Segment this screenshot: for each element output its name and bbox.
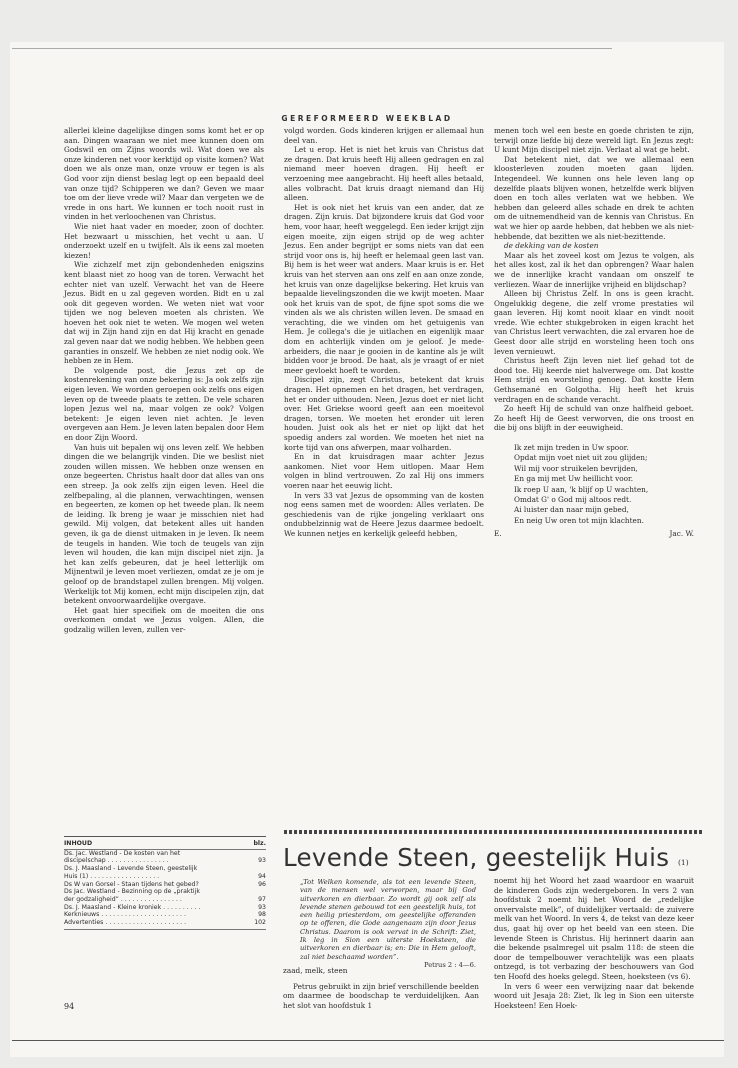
signature: [494, 529, 694, 539]
quote-text: „Tot Welken komende, als tot een levende Steen, van de mensen wel verworpen, maar bij God uitverkoren en dierbaar. Zo wordt gij ook zelf als levende stenen gebouwd tot een geestelijk huis, tot een heilig priesterdom, om geestelijke offeranden op te offeren, die Gode aangenaam zijn door Jezus Christus. Daarom is ook vervat in de Schrift: Ziet, Ik leg in Sion een uiterste Hoeksteen, die uitverkoren en dierbaar is; en: Die in Hem gelooft, zal niet beschaamd worden”.: [300, 878, 476, 961]
toc-page: 94: [258, 872, 266, 880]
column-2: [284, 126, 484, 539]
bottom-rule: [12, 1040, 724, 1041]
toc-page: 93: [258, 903, 266, 911]
toc-entry: Huis (1): [64, 872, 89, 880]
running-header: GEREFORMEERD WEEKBLAD: [281, 114, 453, 123]
article-column-2: [494, 876, 694, 1010]
quote-reference: Petrus 2 : 4—6.: [424, 960, 476, 969]
toc-entry: Ds. J. Maasland - Levende Steen, geestelijk: [64, 865, 198, 873]
toc-entry: Ds Jac. Westland - Bezinning op de „praktijk: [64, 888, 200, 896]
toc-entry: Kerknieuws: [64, 911, 100, 919]
poem: [514, 443, 694, 526]
toc-page: 96: [258, 880, 266, 888]
paragraph: noemt hij het Woord het zaad waardoor en waaruit de kinderen Gods zijn wedergeboren. In vers 2 van hoofdstuk 2 noemt hij het Woord de „redelijke onvervalste melk”, of duidelijker vertaald: de zuivere melk van het Woord. In vers 4, de tekst van deze keer dus, gaat hij over op het beeld van een steen. Die levende Steen is Christus. Hij herinnert daarin aan die bekende psalmregel uit psalm 118: de steen die door de tempelbouwer verachtelijk was een plaats ontzegd, is tot verbazing der beschouwers van God ten Hoofd des hoeks gelegd. Steen, hoeksteen (vs 6).: [494, 876, 694, 981]
poem-line: En neig Uw oren tot mijn klachten.: [514, 515, 644, 525]
paragraph: En in dat kruisdragen maar achter Jezus aankomen. Niet voor Hem uitlopen. Maar Hem volgen in blind vertrouwen. Zo zal Hij ons immers voeren naar het eeuwig licht.: [284, 452, 484, 490]
subheading: zaad, melk, steen: [283, 966, 348, 975]
article-title: Levende Steen, geestelijk Huis: [283, 843, 670, 872]
paragraph: Christus heeft Zijn leven niet lief gehad tot de dood toe. Hij keerde niet halverwege om. Dat kostte Hem strijd en worsteling genoeg. Dat kostte Hem Gethsemané en Golgotha. Hij heeft het kruis verdragen en de schande veracht.: [494, 356, 694, 404]
toc-row[interactable]: [64, 881, 266, 889]
toc-row[interactable]: Huis (1) . . . . . . . . . . . . . . . . . . 94: [64, 872, 266, 880]
toc-row[interactable]: [64, 865, 266, 873]
toc-entry: Ds. Jac. Westland - De kosten van het: [64, 849, 181, 857]
paragraph: Zo heeft Hij de schuld van onze halfheid geboet. Zo heeft Hij de Geest verworven, die ons troost en die bij ons blijft in der eeuwigheid.: [494, 404, 694, 433]
paragraph: Maar als het zoveel kost om Jezus te volgen, als het alles kost, zal ik het dan opbrengen? Waar halen we de innerlijke kracht vandaan om onszelf te verliezen. Waar de innerlijke vrijheid en blijdschap?: [494, 250, 694, 289]
toc-row[interactable]: [64, 850, 266, 858]
toc-row[interactable]: Kerknieuws . . . . . . . . . . . . . . . . . . . . . . 98: [64, 911, 266, 919]
paragraph: volgd worden. Gods kinderen krijgen er allemaal hun deel van.: [284, 126, 484, 145]
toc-entry: der godzaligheid”: [64, 895, 119, 903]
column-3: [494, 126, 694, 539]
toc-header: [64, 837, 266, 850]
poem-line: Ik zet mijn treden in Uw spoor.: [514, 443, 629, 452]
toc-row[interactable]: der godzaligheid” . . . . . . . . . . . . . . . . 97: [64, 895, 266, 903]
toc-entry: Advertenties: [64, 919, 104, 927]
toc-title: INHOUD: [64, 840, 93, 847]
toc-page: 97: [258, 895, 266, 903]
paragraph: Dat betekent niet, dat we we allemaal een kloosterleven zouden moeten gaan lijden. Integendeel. We kunnen ons hele leven lang op dezelfde plaats blijven wonen, hetzelfde werk blijven doen en toch alles verlaten wat we hebben. We hebben dan geleerd alles schade en drek te achten om de uitnemendheid van de kennis van Christus. En wat we hier op aarde hebben, dat hebben we als niet-hebbende, dat bezitten we als niet-bezittende.: [494, 154, 694, 241]
toc-row[interactable]: Ds. J. Maasland - Kleine kroniek . . . . . . . . . . 93: [64, 903, 266, 911]
toc-row[interactable]: Advertenties . . . . . . . . . . . . . . . . . . . . . 102: [64, 919, 266, 927]
paragraph: Alleen bij Christus Zelf. In ons is geen kracht. Ongelukkig degene, die zelf vrome prestaties wil gaan leveren. Hij komt nooit klaar en vindt nooit vrede. Wie echter stukgebroken in eigen kracht het van Christus leert verwachten, die zal ervaren hoe de Geest door alle strijd en worsteling heen toch ons leven vernieuwt.: [494, 289, 694, 356]
epigraph-quote: [300, 878, 476, 969]
top-rule: [12, 48, 612, 49]
toc-rule: [64, 929, 266, 930]
paragraph: Wie niet haat vader en moeder, zoon of dochter. Het bezwaart u misschien, het vecht u aan. U onderzoekt uzelf en u twijfelt. Als ik eens zal moeten kiezen!: [64, 221, 264, 260]
poem-line: En ga mij met Uw heillicht voor.: [514, 474, 634, 484]
paragraph: Van huis uit bepalen wij ons leven zelf. We hebben dingen die we belangrijk vinden. Die we beslist niet zouden willen missen. We hebben onze wensen en onze begeerten. Christus haalt door dat alles van ons een streep. Ja ook zelfs zijn eigen leven. Heel die zelfbepaling, al die plannen, verwachtingen, wensen en begeerten, ze komen op het tweede plan. Ik neem de leiding. Ik breng je waar je misschien niet had gewild. Mij volgen, dat betekent alles uit handen geven, ik ga de dienst uitmaken in je leven. Ik neem de teugels in handen. Wie toch de teugels van zijn leven wil houden, die kan mijn discipel niet zijn. Ja het kan zelfs gebeuren, dat je heel letterlijk om Mijnentwil je leven moet verliezen, omdat ze je om je geloof op de brandstapel zullen brengen. Mij volgen. Werkelijk tot Mij komen, echt mijn discipelen zijn, dat betekent onvoorwaardelijke overgave.: [64, 442, 264, 606]
toc-page: 102: [254, 919, 266, 927]
poem-line: Omdat G' o God mij altoos redt.: [514, 495, 632, 505]
paragraph: Petrus gebruikt in zijn brief verschillende beelden om daarmee de boodschap te verduidelijken. Aan het slot van hoofdstuk 1: [283, 981, 479, 1010]
section-heading: de dekking van de kosten: [504, 241, 599, 251]
toc-row[interactable]: [64, 888, 266, 896]
column-1: [64, 126, 264, 634]
article-divider: [284, 830, 702, 834]
table-of-contents: [64, 836, 266, 930]
poem-line: Ik roep U aan, 'k blijf op U wachten,: [514, 484, 649, 494]
paragraph: Discipel zijn, zegt Christus, betekent dat kruis dragen. Het opnemen en het dragen, het verdragen, het er onder uithouden. Neen, Jezus doet er niet licht over. Het Griekse woord geeft aan een moeitevol dragen, torsen. We moeten het eronder uit leren houden. Juist ook als het er niet op lijkt dat het spoedig anders zal worden. We moeten het niet na korte tijd van ons afwerpen, maar volharden.: [284, 375, 484, 452]
paragraph: allerlei kleine dagelijkse dingen soms komt het er op aan. Dingen waaraan we niet mee kunnen doen om Godswil en om Zijns woords wil. Wat doen we als onze kinderen net voor kerktijd op visite komen? Wat doen we als onze man, onze vrouw er tegen is als God voor zijn dienst beslag legt op een bepaald deel van onze tijd? Schipperen we dan? Geven we maar toe om der lieve vrede wil? Maar dan vergeten we de vrede in ons hart. We kunnen er toch nooit rust in vinden in het verloochenen van Christus.: [64, 126, 264, 222]
poem-line: Wil mij voor struikelen bevrijden,: [514, 463, 638, 473]
toc-entry: Ds W van Gorsel - Staan tijdens het gebed?: [64, 880, 199, 888]
signature-right: Jac. W.: [669, 529, 694, 539]
article-title-note: (1): [678, 858, 689, 867]
paragraph: In vers 6 weer een verwijzing naar dat bekende woord uit Jesaja 28: Ziet, Ik leg in Sion een uiterste Hoeksteen! Een Hoek-: [494, 981, 694, 1010]
toc-page: 93: [258, 857, 266, 865]
paragraph: Wie zichzelf met zijn gebondenheden enigszins kent blaast niet zo hoog van de toren. Verwacht het echter niet van uzelf. Verwacht het van de Heere Jezus. Bidt en u zal gegeven worden. Bidt en u zal ook dit gegeven worden. We weten niet wat voor tijden we nog beleven moeten als christen. We hoeven het ook niet te weten. We mogen wel weten dat wij in Zijn hand zijn en dat Hij kracht en genade zal geven naar dat we nodig hebben. We hebben geen garanties in onszelf. We hebben ze niet nodig ook. We hebben ze in Hem.: [64, 260, 265, 366]
paragraph: Let u erop. Het is niet het kruis van Christus dat ze dragen. Dat kruis heeft Hij alleen gedragen en zal niemand meer hoeven dragen. Hij heeft er verzoening mee aangebracht. Hij heeft alles betaald, alles volbracht. Dat kruis draagt niemand dan Hij alleen.: [284, 145, 484, 203]
article-column-1: [283, 966, 479, 1010]
toc-page-label: blz.: [253, 840, 266, 847]
toc-page: 98: [258, 911, 266, 919]
toc-row[interactable]: discipelschap . . . . . . . . . . . . . . . . 93: [64, 857, 266, 865]
page-number: 94: [64, 1002, 75, 1011]
poem-line: Opdat mijn voet niet uit zou glijden;: [514, 453, 648, 463]
paragraph: Het gaat hier specifiek om de moeiten die ons overkomen omdat we Jezus volgen. Allen, die godzalig willen leven, zullen ver-: [64, 605, 264, 634]
paragraph: De volgende post, die Jezus zet op de kostenrekening van onze bekering is: Ja ook zelfs zijn eigen leven. We worden geroepen ook zelfs ons eigen leven op de tweede plaats te zetten. De vele scharen lopen Jezus wel na, maar volgen ze ook? Volgen betekent: Je eigen leven niet achten. Je leven overgeven aan Hem. Je leven laten bepalen door Hem en door Zijn Woord.: [64, 365, 264, 442]
paragraph: In vers 33 vat Jezus de opsomming van de kosten nog eens samen met de woorden: Alles verlaten. De geschiedenis van de rijke jongeling verklaart ons ondubbelzinnig wat de Heere Jezus daarmee bedoelt. We kunnen netjes en kerkelijk geleefd hebben,: [284, 490, 484, 538]
paragraph: Het is ook niet het kruis van een ander, dat ze dragen. Zijn kruis. Dat bijzondere kruis dat God voor hem, voor haar, heeft weggelegd. Een ieder krijgt zijn eigen moeite, zijn eigen strijd op de weg achter Jezus. Een ander begrijpt er soms niets van dat een strijd voor ons is, hij heeft er helemaal geen last van. Bij hem is het weer wat anders. Maar kruis is er. Het kruis van het sterven aan ons zelf en aan onze zonde, het kruis van onze dagelijkse bekering. Het kruis van bepaalde lievelingszonden die we kwijt moeten. Maar ook het kruis van de spot, de fijne spot soms die we vinden als we als christen willen leven. De smaad en verachting, die we vinden om het getuigenis van Hem. Je collega's die je uitlachen en eigenlijk maar dom en achterlijk vinden om je geloof. Je mede-arbeiders, die naar je gooien in de kantine als je wilt bidden voor je brood. De haat, als je vraagt of er niet meer gevloekt hoeft te worden.: [284, 202, 484, 375]
poem-line: Ai luister dan naar mijn gebed,: [514, 505, 629, 515]
toc-entry: discipelschap: [64, 857, 106, 865]
signature-left: E.: [494, 529, 502, 539]
toc-entry: Ds. J. Maasland - Kleine kroniek: [64, 903, 162, 911]
paragraph: menen toch wel een beste en goede christen te zijn, terwijl onze liefde bij deze wereld ligt. En Jezus zegt: U kunt Mijn discipel niet zijn. Verlaat al wat ge hebt.: [494, 126, 694, 155]
